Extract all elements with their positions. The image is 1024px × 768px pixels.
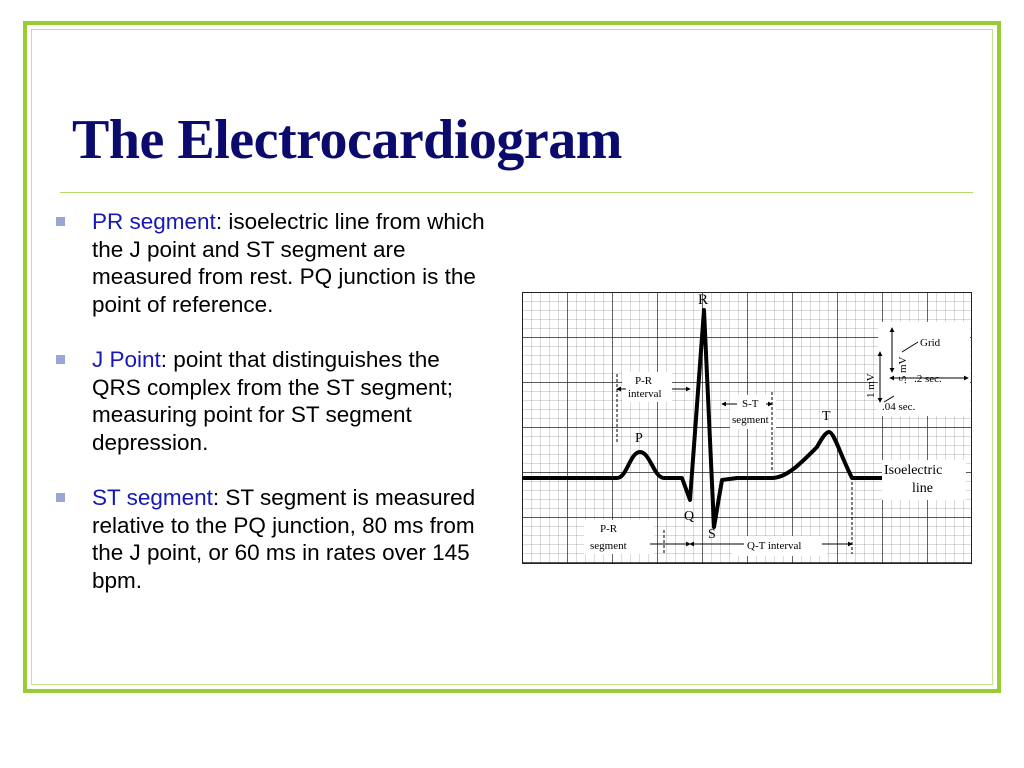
isoelectric-label: line — [912, 481, 933, 496]
wave-label-q: Q — [684, 509, 695, 524]
pr-segment-label: P-R — [600, 523, 618, 535]
wave-label-r: R — [698, 292, 709, 308]
bullet-text: : ST segment is measured relative to the PQ junction, 80 ms from the J point, or 60 ms in rates over 145 bpm. — [92, 485, 476, 593]
wave-label-t: T — [822, 409, 831, 424]
st-segment-label: S-T — [742, 398, 759, 410]
slide-title: The Electrocardiogram — [72, 109, 622, 171]
four-hundredths-sec-label: .04 sec. — [882, 401, 916, 413]
one-mv-label: 1 mV — [865, 373, 877, 398]
st-segment-label: segment — [732, 414, 769, 426]
bullet-term: PR segment — [92, 209, 216, 234]
square-bullet-icon — [56, 493, 65, 502]
wave-label-p: P — [635, 431, 643, 446]
bullet-text: : isoelectric line from which the J point and ST segment are measured from rest. PQ junction is the point of reference. — [92, 209, 485, 317]
pr-interval-label: P-R — [635, 375, 653, 387]
bullet-term: J Point — [92, 347, 161, 372]
pr-segment-label: segment — [590, 540, 627, 552]
bullet-list — [52, 208, 492, 622]
isoelectric-label: Isoelectric — [884, 463, 943, 478]
wave-label-s: S — [708, 527, 716, 542]
pr-interval-label: interval — [628, 388, 662, 400]
two-sec-label: .2 sec. — [914, 373, 942, 385]
bullet-text: : point that distinguishes the QRS complex from the ST segment; measuring point for ST segment depression. — [92, 347, 453, 455]
square-bullet-icon — [56, 355, 65, 364]
bullet-pr-segment — [52, 208, 492, 318]
bullet-j-point — [52, 346, 492, 456]
grid-label: Grid — [920, 337, 941, 349]
qt-interval-label: Q-T interval — [747, 540, 802, 552]
bullet-st-segment — [52, 484, 492, 594]
ecg-diagram — [522, 292, 972, 564]
half-mv-label: .5 mV — [897, 356, 909, 384]
square-bullet-icon — [56, 217, 65, 226]
bullet-term: ST segment — [92, 485, 213, 510]
title-divider — [60, 192, 973, 193]
